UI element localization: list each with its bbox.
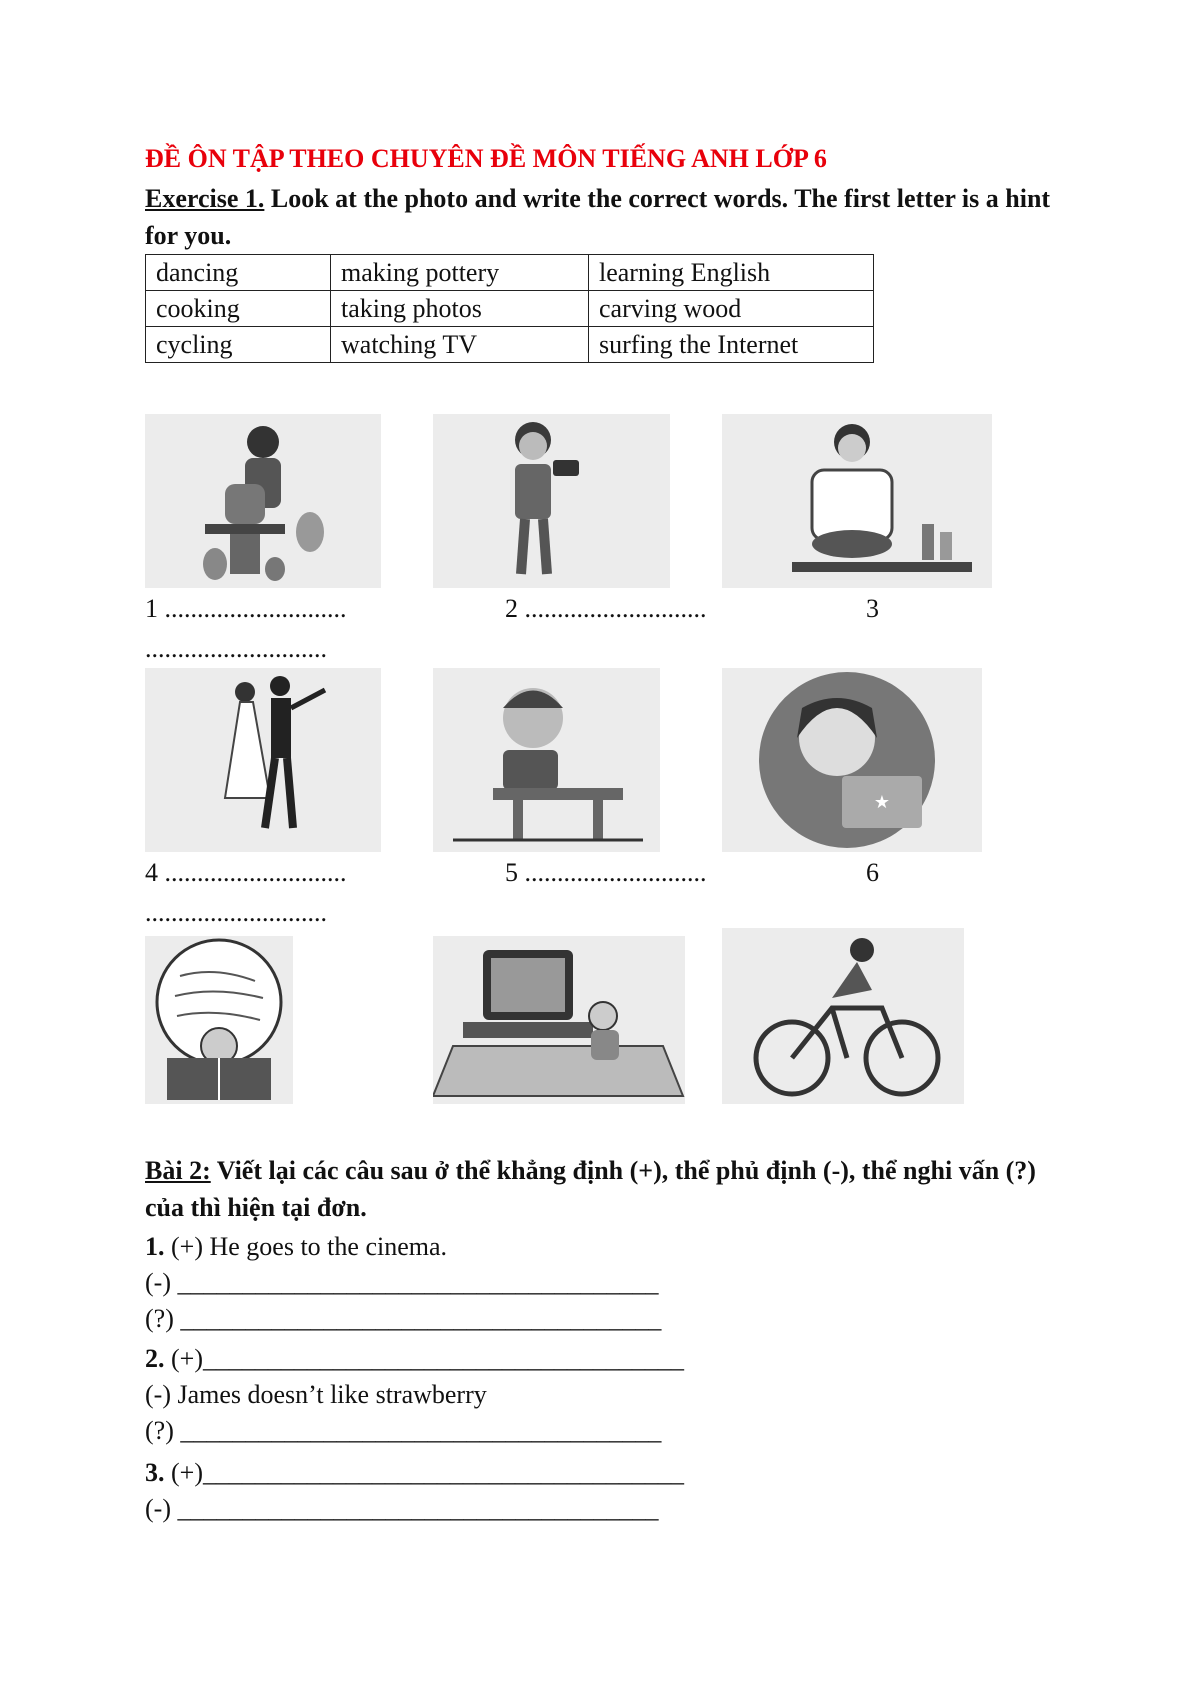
answer-blank-3[interactable]: 3 (866, 594, 879, 623)
q1-number: 1. (145, 1232, 165, 1261)
carving-wood-picture (433, 668, 660, 852)
dancing-picture (145, 668, 381, 852)
exercise1-label: Exercise 1. (145, 184, 265, 213)
taking-photos-picture (433, 414, 670, 588)
q2-question-blank[interactable]: (?) _____________________________________ (145, 1416, 662, 1445)
word-cell: cycling (146, 327, 331, 363)
word-cell: surfing the Internet (589, 327, 874, 363)
answer-blank-2[interactable]: 2 ............................ (505, 594, 707, 623)
word-bank-table (145, 254, 874, 363)
q3-positive-text: (+)_____________________________________ (164, 1458, 684, 1487)
answer-blank-3-continued[interactable]: ............................ (145, 634, 327, 663)
q3-number: 3. (145, 1458, 165, 1487)
svg-text:★: ★ (873, 792, 891, 813)
q2-negative: (-) James doesn’t like strawberry (145, 1380, 487, 1409)
word-cell: cooking (146, 291, 331, 327)
q2-positive-text: (+)_____________________________________ (164, 1344, 684, 1373)
exercise2-heading (145, 1152, 1065, 1226)
q3-negative-blank[interactable]: (-) _____________________________________ (145, 1494, 659, 1523)
word-cell: carving wood (589, 291, 874, 327)
watching-tv-picture (433, 936, 685, 1104)
worksheet-title: ĐỀ ÔN TẬP THEO CHUYÊN ĐỀ MÔN TIẾNG ANH LỚP 6 (145, 144, 827, 173)
learning-english-picture (145, 936, 293, 1104)
table-row (146, 291, 874, 327)
answer-blank-6[interactable]: 6 (866, 858, 879, 887)
table-row (146, 327, 874, 363)
answer-blank-4[interactable]: 4 ............................ (145, 858, 347, 887)
q1-positive (145, 1232, 447, 1262)
pottery-picture (145, 414, 381, 588)
cycling-picture (722, 928, 964, 1104)
exercise1-heading (145, 180, 1065, 254)
q1-negative-blank[interactable]: (-) _____________________________________ (145, 1268, 659, 1297)
answer-blank-1[interactable]: 1 ............................ (145, 594, 347, 623)
cooking-picture (722, 414, 992, 588)
exercise1-instruction: Look at the photo and write the correct words. The first letter is a hint for you. (145, 184, 1051, 250)
q3-positive-blank[interactable] (145, 1458, 684, 1488)
q1-question-blank[interactable]: (?) _____________________________________ (145, 1304, 662, 1333)
exercise2-label: Bài 2: (145, 1156, 211, 1185)
word-cell: making pottery (331, 255, 589, 291)
word-cell: dancing (146, 255, 331, 291)
q2-positive-blank[interactable] (145, 1344, 684, 1374)
surfing-internet-picture (722, 668, 982, 852)
answer-blank-6-continued[interactable]: ............................ (145, 898, 327, 927)
word-cell: watching TV (331, 327, 589, 363)
q1-positive-text: (+) He goes to the cinema. (164, 1232, 448, 1261)
table-row (146, 255, 874, 291)
q2-number: 2. (145, 1344, 165, 1373)
exercise2-instruction: Viết lại các câu sau ở thể khẳng định (+), thể phủ định (-), thể nghi vấn (?) của thì hiện tại đơn. (145, 1156, 1036, 1222)
word-cell: taking photos (331, 291, 589, 327)
word-cell: learning English (589, 255, 874, 291)
answer-blank-5[interactable]: 5 ............................ (505, 858, 707, 887)
